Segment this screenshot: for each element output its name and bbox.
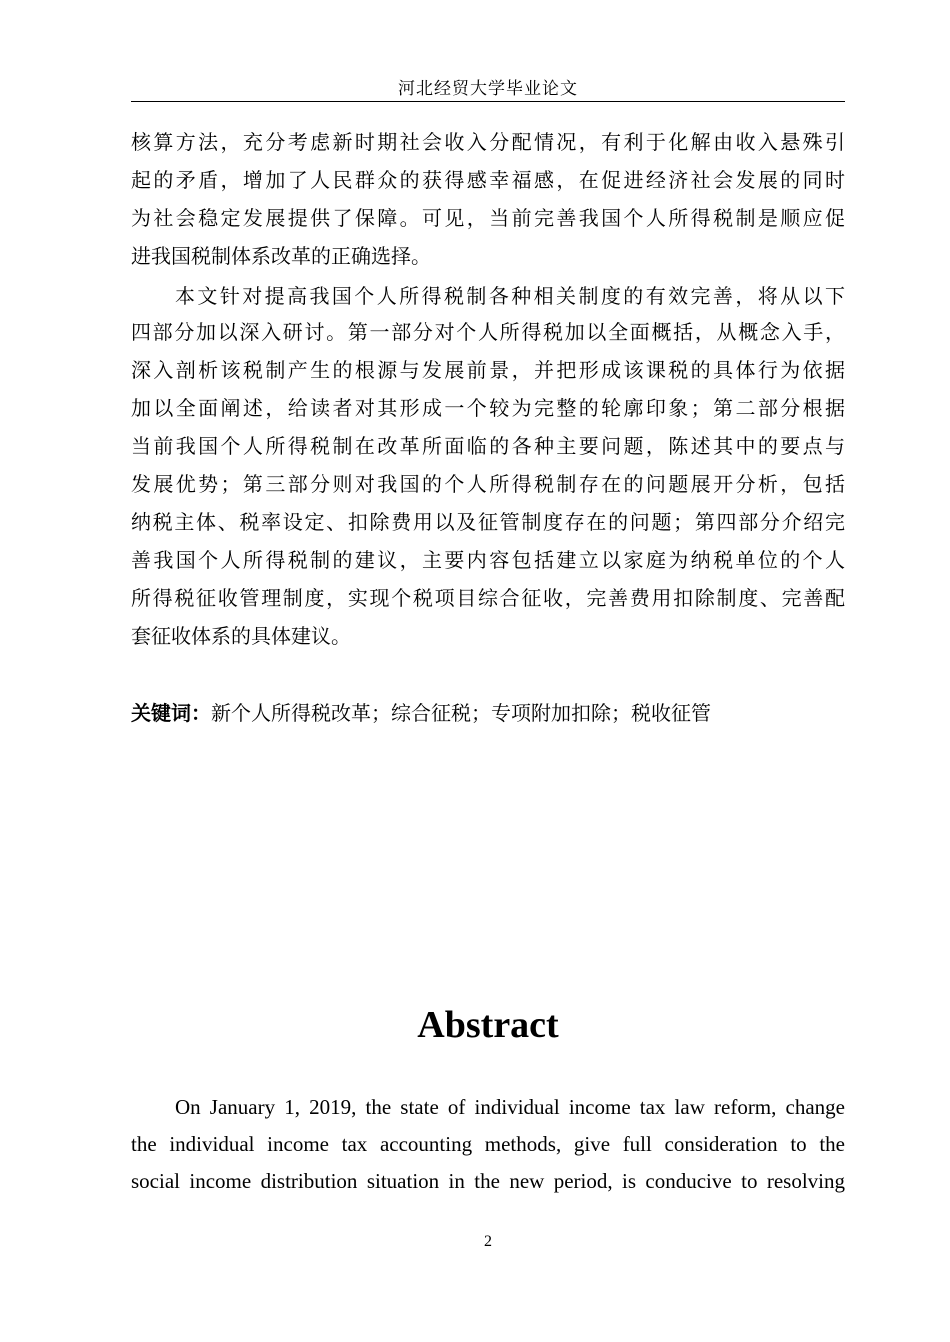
body-line: 四部分加以深入研讨。第一部分对个人所得税加以全面概括，从概念入手， [131, 320, 845, 344]
abstract-line: social income distribution situation in the new period, is conducive to resolving [131, 1169, 845, 1193]
body-line: 当前我国个人所得税制在改革所面临的各种主要问题，陈述其中的要点与 [131, 434, 845, 458]
keywords-text: 新个人所得税改革；综合征税；专项附加扣除；税收征管 [211, 701, 711, 725]
body-line: 套征收体系的具体建议。 [131, 624, 351, 648]
body-line: 加以全面阐述，给读者对其形成一个较为完整的轮廓印象；第二部分根据 [131, 396, 845, 420]
keywords-label: 关键词： [131, 701, 211, 725]
abstract-heading: Abstract [417, 1004, 559, 1046]
keywords-line [131, 699, 845, 727]
body-line: 发展优势；第三部分则对我国的个人所得税制存在的问题展开分析，包括 [131, 472, 845, 496]
body-line: 进我国税制体系改革的正确选择。 [131, 244, 431, 268]
page-header-title: 河北经贸大学毕业论文 [398, 79, 578, 99]
abstract-line: the individual income tax accounting methods, give full consideration to the [131, 1132, 845, 1156]
abstract-line: On January 1, 2019, the state of individual income tax law reform, change [175, 1095, 845, 1119]
body-line: 为社会稳定发展提供了保障。可见，当前完善我国个人所得税制是顺应促 [131, 206, 845, 230]
body-line: 纳税主体、税率设定、扣除费用以及征管制度存在的问题；第四部分介绍完 [131, 510, 845, 534]
body-line-paragraph-start: 本文针对提高我国个人所得税制各种相关制度的有效完善，将从以下 [175, 284, 845, 308]
body-line: 核算方法，充分考虑新时期社会收入分配情况，有利于化解由收入悬殊引 [131, 130, 845, 154]
body-line: 所得税征收管理制度，实现个税项目综合征收，完善费用扣除制度、完善配 [131, 586, 845, 610]
body-line: 深入剖析该税制产生的根源与发展前景，并把形成该课税的具体行为依据 [131, 358, 845, 382]
page-number: 2 [484, 1233, 492, 1250]
header-divider [131, 101, 845, 102]
body-line: 起的矛盾，增加了人民群众的获得感幸福感，在促进经济社会发展的同时 [131, 168, 845, 192]
body-line: 善我国个人所得税制的建议，主要内容包括建立以家庭为纳税单位的个人 [131, 548, 845, 572]
